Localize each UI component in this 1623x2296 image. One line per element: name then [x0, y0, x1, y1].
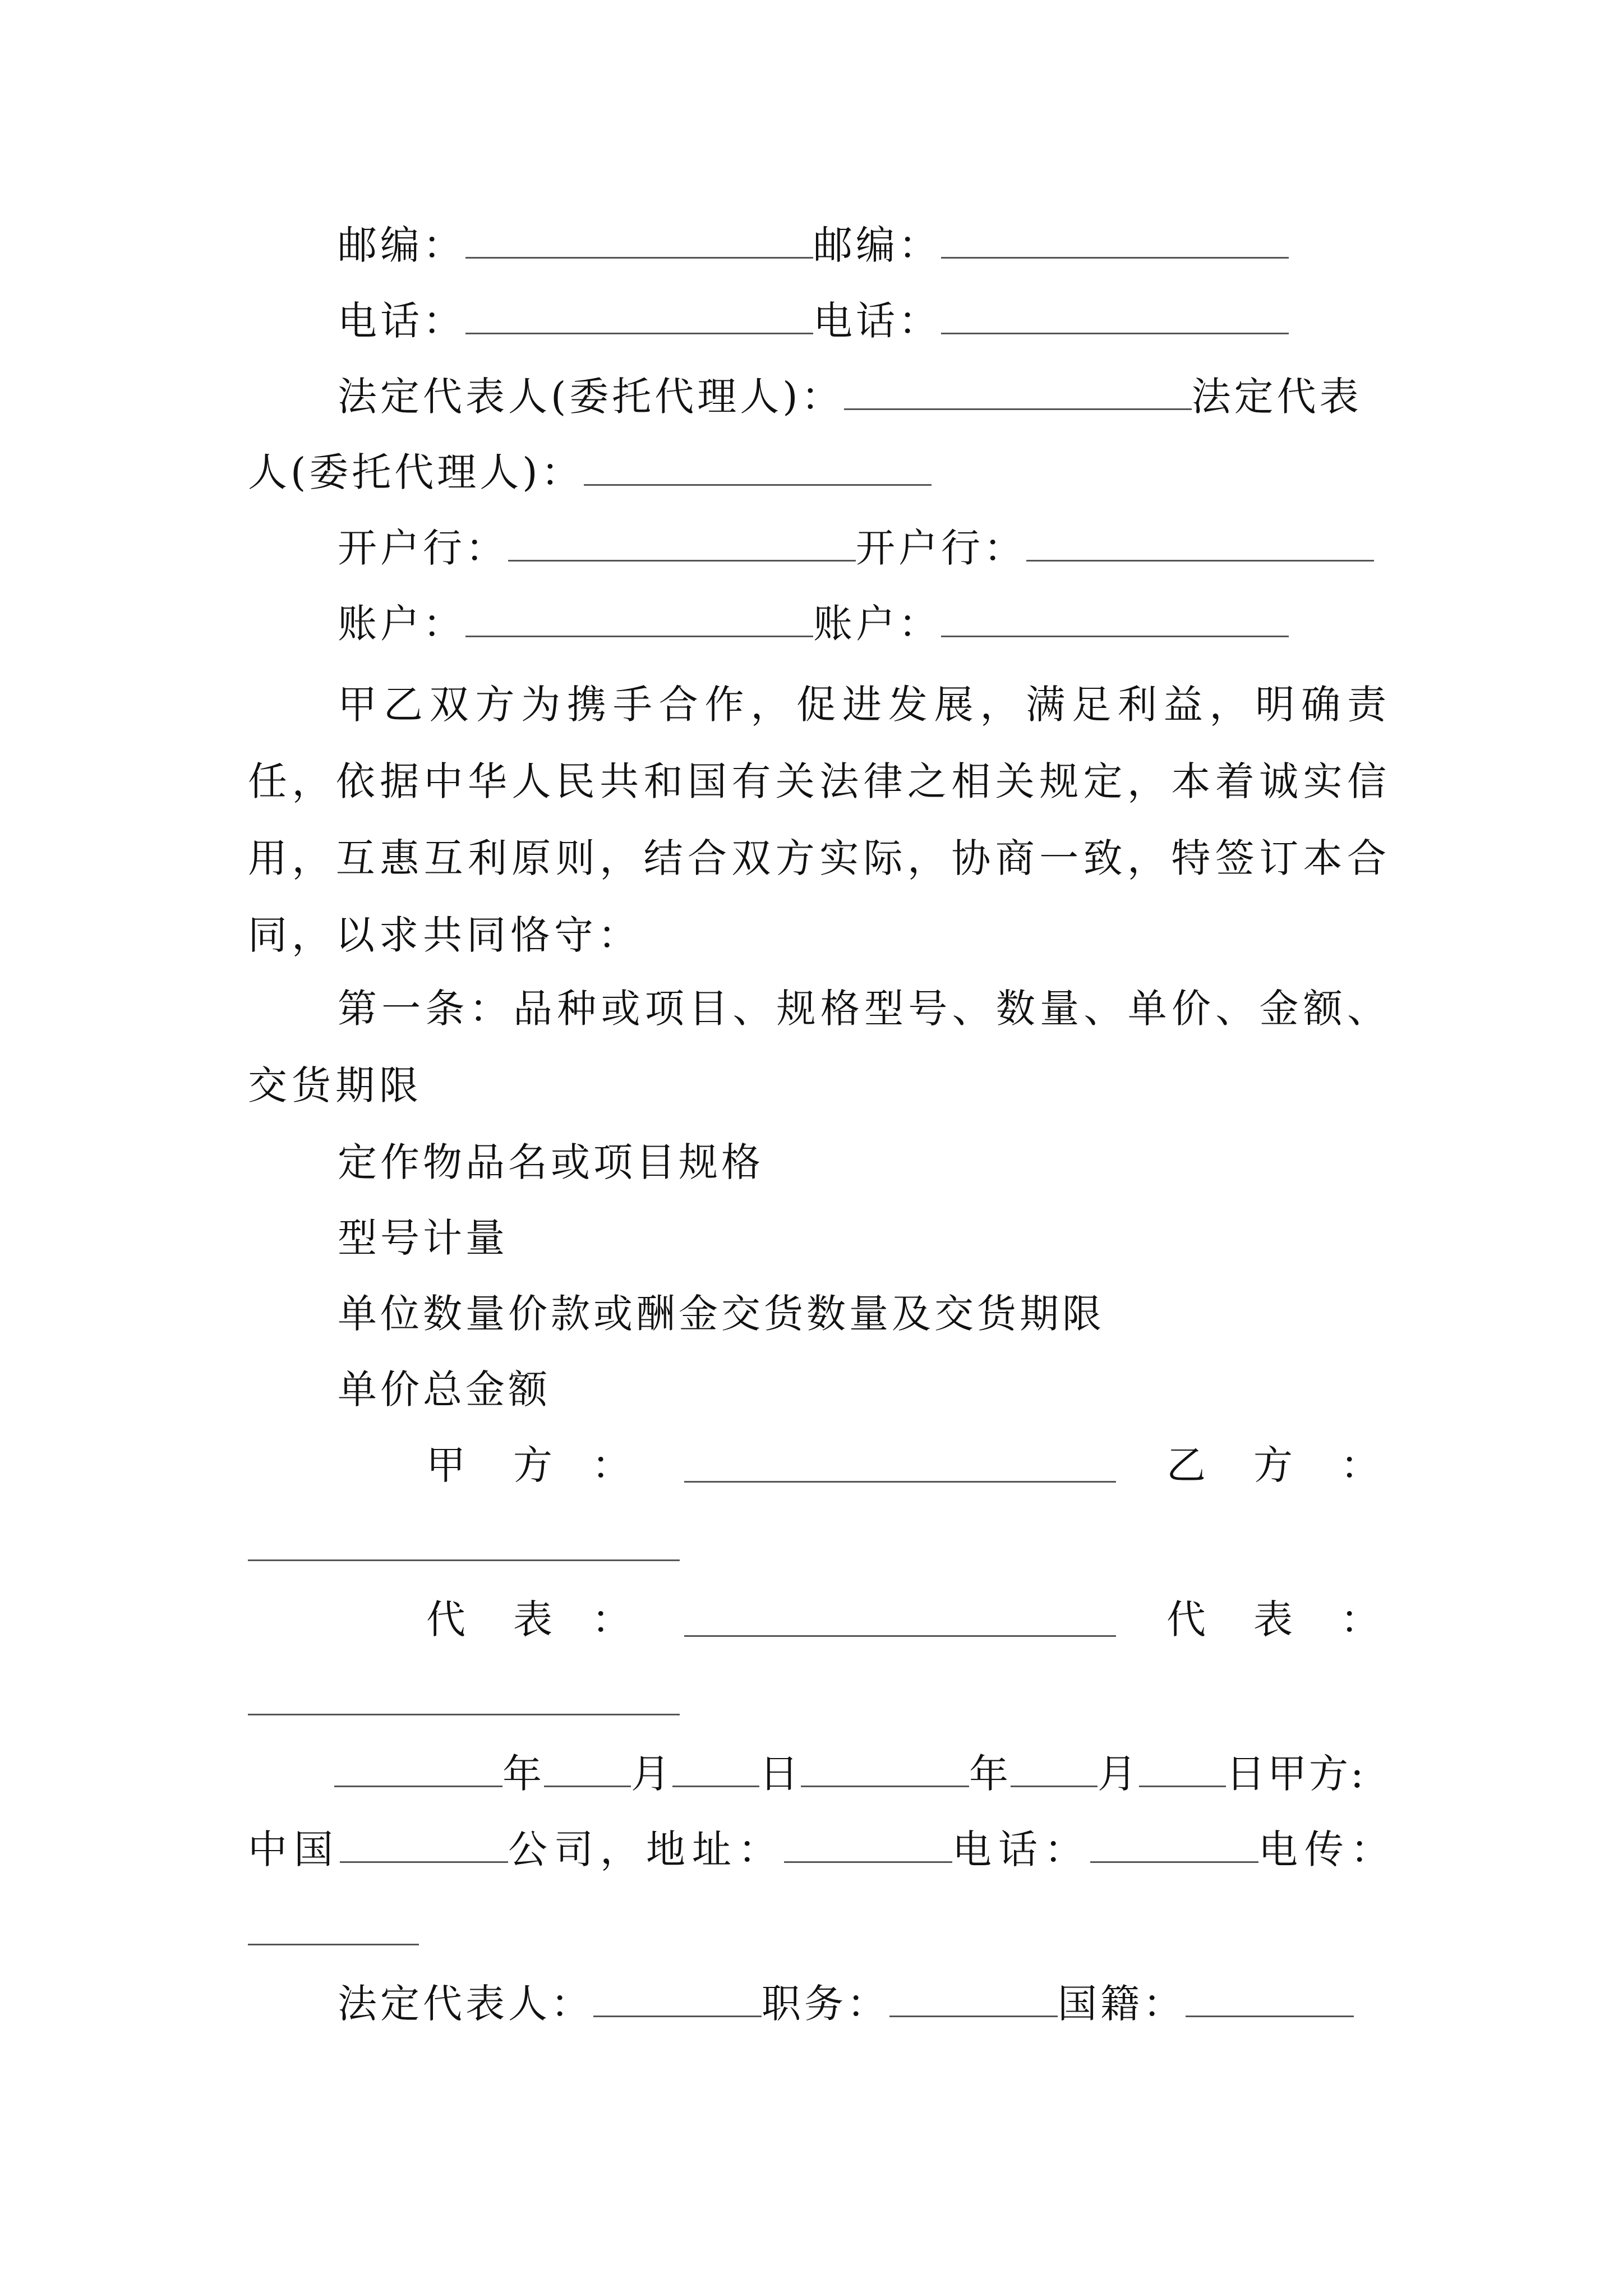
rep-a-char-1: 代	[426, 1596, 465, 1642]
bank-label-b: 开户行：	[856, 525, 1026, 571]
company-phone-field[interactable]	[1090, 1828, 1258, 1863]
legal-rep-label-a: 法定代表人(委托代理人)：	[338, 374, 844, 420]
account-row	[338, 599, 1289, 649]
rep-b-char-3: ：	[1340, 1596, 1380, 1642]
party-a-char-2: 方	[513, 1442, 552, 1488]
day-field-b[interactable]	[1139, 1752, 1226, 1787]
account-field-b[interactable]	[941, 602, 1289, 637]
table-header-line-1: 定作物品名或项目规格	[338, 1139, 764, 1185]
rep-a-field[interactable]	[684, 1635, 1116, 1637]
rep-b-char-1: 代	[1166, 1596, 1206, 1642]
rep-a-char-3: ：	[592, 1596, 631, 1642]
legal-rep-field-a[interactable]	[844, 375, 1192, 410]
year-label-a: 年	[502, 1751, 544, 1797]
table-header-line-3: 单位数量价款或酬金交货数量及交货期限	[338, 1291, 1105, 1337]
bank-label-a: 开户行：	[338, 525, 508, 571]
officer-legal-rep-label: 法定代表人：	[338, 1981, 593, 2027]
year-field-b[interactable]	[801, 1752, 969, 1787]
party-b-char-3: ：	[1340, 1442, 1380, 1488]
table-header-line-2: 型号计量	[338, 1215, 508, 1261]
phone-field-a[interactable]	[465, 299, 813, 334]
company-address-label: 公司，地址：	[508, 1826, 784, 1872]
company-name-field[interactable]	[340, 1828, 508, 1863]
table-header-line-4: 单价总金额	[338, 1366, 551, 1412]
party-a-char-1: 甲	[426, 1442, 465, 1488]
rep-b-field[interactable]	[248, 1714, 680, 1715]
rep-b-char-2: 表	[1253, 1596, 1293, 1642]
party-b-char-2: 方	[1253, 1442, 1293, 1488]
month-field-b[interactable]	[1011, 1752, 1098, 1787]
phone-field-b[interactable]	[941, 299, 1289, 334]
nationality-field[interactable]	[1186, 1982, 1354, 2017]
fax-field[interactable]	[248, 1944, 419, 1945]
year-label-b: 年	[969, 1751, 1011, 1797]
month-label-b: 月	[1098, 1751, 1139, 1797]
date-row	[334, 1749, 1366, 1799]
company-phone-label: 电话：	[952, 1826, 1090, 1872]
account-label-a: 账户：	[338, 601, 465, 647]
officer-row	[338, 1978, 1354, 2029]
phone-label-a: 电话：	[338, 298, 465, 344]
legal-rep-label-b-part1: 法定代表	[1191, 374, 1362, 420]
month-label-a: 月	[631, 1751, 672, 1797]
legal-rep-label-b-part2: 人(委托代理人)：	[248, 449, 584, 495]
nationality-label: 国籍：	[1058, 1981, 1186, 2027]
bank-field-b[interactable]	[1026, 526, 1374, 562]
year-field-a[interactable]	[334, 1752, 502, 1787]
fax-label: 电传：	[1258, 1826, 1396, 1872]
party-b-field[interactable]	[248, 1559, 680, 1561]
rep-a-char-2: 表	[513, 1596, 552, 1642]
bank-row	[338, 523, 1374, 573]
month-field-a[interactable]	[544, 1752, 631, 1787]
position-label: 职务：	[762, 1981, 889, 2027]
account-label-b: 账户：	[813, 601, 941, 647]
party-b-char-1: 乙	[1166, 1442, 1206, 1488]
day-label-b: 日	[1226, 1751, 1267, 1797]
legal-rep-row	[338, 371, 1362, 422]
account-field-a[interactable]	[465, 602, 813, 637]
postcode-field-b[interactable]	[941, 223, 1289, 259]
postcode-row	[338, 220, 1289, 270]
day-field-a[interactable]	[672, 1752, 759, 1787]
party-a-char-3: ：	[592, 1442, 631, 1488]
country-label: 中国	[248, 1826, 340, 1872]
postcode-label-b: 邮编：	[813, 222, 941, 268]
company-row	[248, 1824, 1396, 1875]
phone-label-b: 电话：	[813, 298, 941, 344]
party-a-heading: 甲方:	[1267, 1751, 1366, 1797]
address-field[interactable]	[784, 1828, 952, 1863]
officer-legal-rep-field[interactable]	[593, 1982, 762, 2017]
legal-rep-field-b[interactable]	[584, 450, 932, 486]
party-a-field[interactable]	[684, 1481, 1116, 1483]
intro-paragraph: 甲乙双方为携手合作，促进发展，满足利益，明确责任，依据中华人民共和国有关法律之相关规定，本着诚实信用，互惠互利原则，结合双方实际，协商一致，特签订本合同，以求共同恪守：	[248, 682, 1391, 958]
legal-rep-row-continued	[248, 447, 932, 498]
postcode-field-a[interactable]	[465, 223, 813, 259]
day-label-a: 日	[759, 1751, 801, 1797]
article-one: 第一条：品种或项目、规格型号、数量、单价、金额、交货期限	[248, 986, 1391, 1108]
position-field[interactable]	[889, 1982, 1058, 2017]
phone-row	[338, 296, 1289, 346]
postcode-label-a: 邮编：	[338, 222, 465, 268]
bank-field-a[interactable]	[508, 526, 856, 562]
